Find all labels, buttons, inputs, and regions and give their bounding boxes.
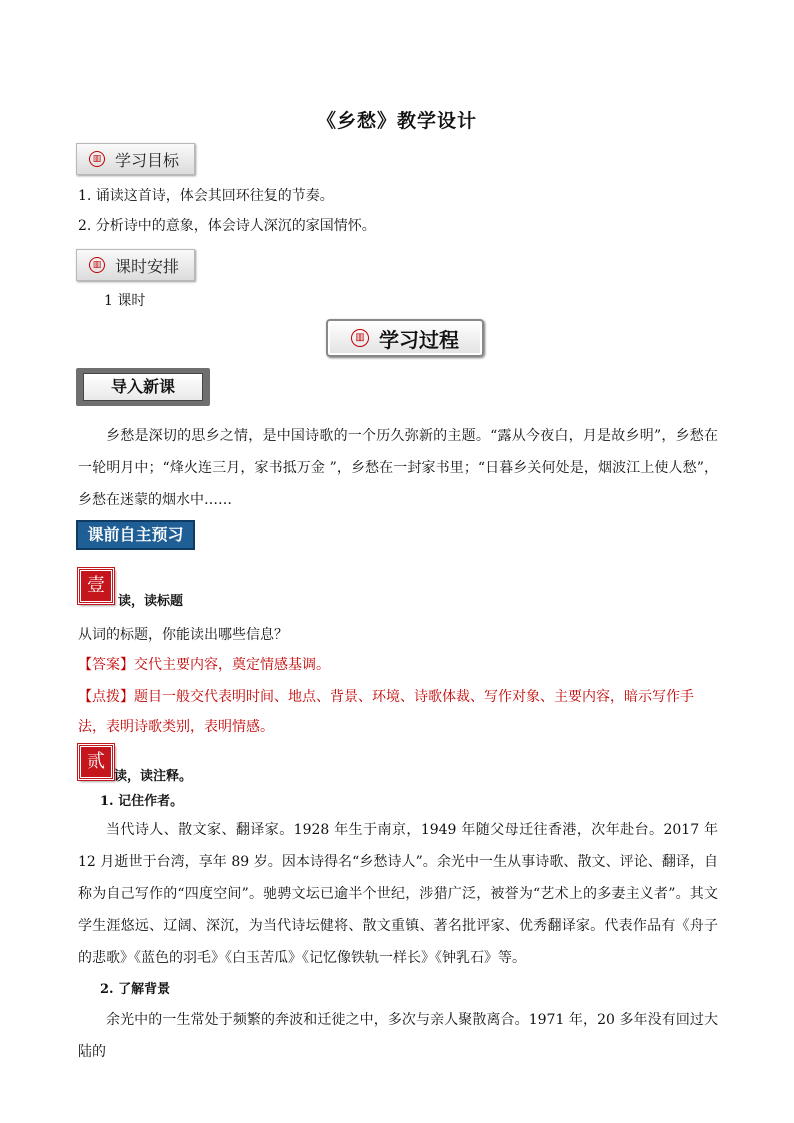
book-icon: ▥ (351, 329, 369, 347)
book-icon: ▥ (89, 257, 105, 273)
step1-tip (78, 682, 718, 742)
schedule-heading-label: 课时安排 (115, 256, 180, 276)
schedule-value: 1 课时 (104, 293, 146, 309)
schedule-heading (76, 249, 195, 281)
step2-title: 读，读注释。 (114, 769, 193, 784)
page-title: 《乡愁》教学设计 (316, 110, 477, 132)
objectives-heading-label: 学习目标 (115, 150, 180, 170)
background-paragraph: 余光中的一生常处于频繁的奔波和迁徙之中，多次与亲人聚散离合。1971 年，20 多年没有回过大陆的 (78, 1012, 718, 1060)
intro-label-box (76, 368, 210, 406)
step1-title: 读，读标题 (118, 594, 184, 609)
objectives-heading (76, 143, 195, 175)
step2-sub2: 2. 了解背景 (100, 982, 171, 997)
author-paragraph: 当代诗人、散文家、翻译家。1928 年生于南京，1949 年随父母迁往香港，次年赴台。2017 年 12 月逝世于台湾，享年 89 岁。因本诗得名“乡愁诗人”。余光中一生从事诗歌、散文、评论、翻译，自称为自己写作的“四度空间”。驰骋文坛已逾半个世纪，涉猎广泛，被誉为“艺术上的多妻主义者”。其文学生涯悠远、辽阔、深沉，为当代诗坛健将、散文重镇、著名批评家、优秀翻译家。代表作品有《舟子的悲歌》《蓝色的羽毛》《白玉苦瓜》《记忆像铁轨一样长》《钟乳石》等。 (78, 822, 718, 966)
tip-text: 题目一般交代表明时间、地点、背景、环境、诗歌体裁、写作对象、主要内容，暗示写作手法，表明诗歌类别，表明情感。 (78, 689, 694, 735)
step2-sub1: 1. 记住作者。 (100, 794, 184, 809)
seal-one: 壹 (78, 568, 114, 604)
tip-tag: 【点拨】 (78, 689, 134, 705)
objective-item: 1. 诵读这首诗，体会其回环往复的节奏。 (78, 188, 334, 204)
intro-label: 导入新课 (83, 373, 203, 401)
objective-item: 2. 分析诗中的意象，体会诗人深沉的家国情怀。 (78, 218, 376, 234)
step1-question: 从词的标题，你能读出哪些信息？ (78, 627, 288, 643)
process-heading (326, 319, 484, 357)
preview-label: 课前自主预习 (76, 520, 195, 550)
book-icon: ▥ (89, 151, 105, 167)
process-heading-label: 学习过程 (379, 327, 459, 352)
seal-two: 贰 (78, 744, 114, 780)
answer-text: 交代主要内容，奠定情感基调。 (134, 657, 330, 673)
intro-paragraph: 乡愁是深切的思乡之情，是中国诗歌的一个历久弥新的主题。“露从今夜白，月是故乡明”，乡愁在一轮明月中；“烽火连三月，家书抵万金 ”，乡愁在一封家书里；“日暮乡关何处是，烟波江上使人愁”，乡愁在迷蒙的烟水中…… (78, 428, 718, 508)
step1-answer (78, 654, 330, 674)
answer-tag: 【答案】 (78, 657, 134, 673)
